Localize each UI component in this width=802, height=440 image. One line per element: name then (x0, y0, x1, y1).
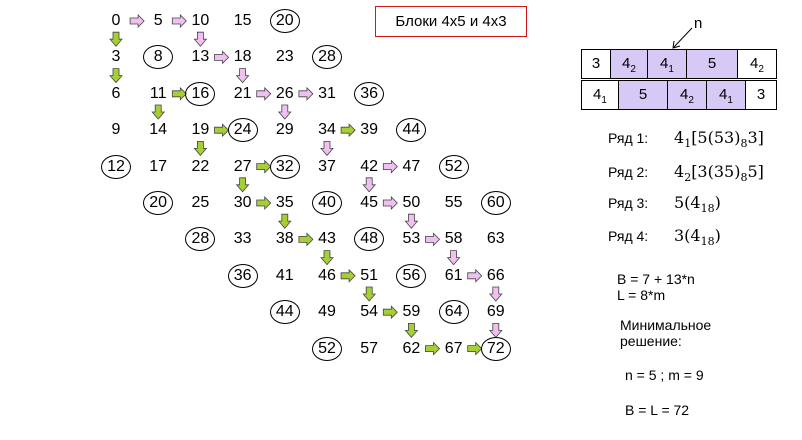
min-solution-label-2: решение: (620, 333, 682, 349)
block-table (582, 49, 782, 111)
block-cell: $4_2$ (737, 49, 777, 79)
block-cell: $4_2$ (610, 49, 648, 79)
block-cell: 3 (745, 80, 777, 110)
grid-number: 62 (402, 339, 421, 357)
block-cell: 5 (618, 80, 668, 110)
grid-number: 57 (360, 339, 379, 357)
grid-number: 63 (486, 230, 505, 248)
circle-mark (270, 9, 300, 33)
circle-mark (101, 155, 131, 179)
grid-number: 28 (318, 48, 336, 66)
grid-number: 32 (275, 157, 294, 175)
circle-mark (185, 82, 215, 106)
grid-number: 24 (233, 121, 252, 139)
circle-mark (228, 118, 258, 142)
block-cell: 3 (581, 49, 611, 79)
circle-mark (481, 337, 511, 361)
grid-number: 33 (233, 230, 252, 248)
grid-number: 72 (486, 339, 505, 357)
row-4-formula: $3(4_{18})$ (674, 226, 721, 249)
grid-number: 10 (191, 12, 210, 29)
grid-number: 41 (275, 266, 294, 284)
grid-number: 64 (444, 303, 463, 321)
grid-number: 0 (111, 12, 121, 29)
grid-number: 37 (318, 157, 336, 175)
grid-number: 60 (486, 194, 505, 211)
grid-number: 67 (444, 339, 463, 357)
grid-number: 52 (318, 339, 336, 357)
grid-number: 26 (275, 84, 294, 102)
grid-number: 54 (360, 303, 379, 321)
solution-values: n = 5 ; m = 9 (625, 367, 704, 383)
grid-number: 14 (149, 121, 168, 139)
grid-number: 28 (191, 230, 210, 248)
circle-mark (270, 155, 300, 179)
block-cell: 5 (686, 49, 738, 79)
block-cell: $4_1$ (647, 49, 687, 79)
circle-mark (439, 155, 469, 179)
grid-number: 53 (402, 230, 421, 248)
grid-number: 40 (318, 194, 336, 211)
grid-number: 15 (233, 12, 252, 29)
grid-number: 47 (402, 157, 421, 175)
row-3-formula: $5(4_{18})$ (674, 193, 721, 216)
grid-number: 27 (233, 157, 252, 175)
grid-number: 56 (402, 266, 421, 284)
circle-mark (481, 191, 511, 215)
grid-number: 5 (153, 12, 163, 29)
grid-number: 66 (486, 266, 505, 284)
grid-number: 19 (191, 121, 210, 139)
grid-number: 69 (486, 303, 505, 321)
grid-number: 52 (444, 157, 463, 175)
grid-number: 35 (275, 194, 294, 211)
grid-number: 9 (111, 121, 121, 139)
grid-number: 46 (318, 266, 336, 284)
result-value: B = L = 72 (625, 402, 690, 418)
grid-number: 17 (149, 157, 168, 175)
block-row-bottom (582, 80, 777, 110)
grid-number: 36 (360, 84, 379, 102)
grid-number: 34 (318, 121, 336, 139)
row-2-label: Ряд 2: (608, 164, 649, 180)
grid-number: 20 (275, 12, 294, 29)
grid-number: 36 (233, 266, 252, 284)
circle-mark (312, 191, 342, 215)
grid-number: 38 (275, 230, 294, 248)
row-4-label: Ряд 4: (608, 228, 649, 244)
grid-number: 43 (318, 230, 336, 248)
circle-mark (143, 191, 173, 215)
block-row-top (582, 49, 777, 79)
grid-number: 55 (444, 194, 463, 211)
grid-number: 22 (191, 157, 210, 175)
circle-mark (270, 300, 300, 324)
block-cell: $4_2$ (667, 80, 707, 110)
grid-number: 44 (402, 121, 421, 139)
row-1-label: Ряд 1: (608, 130, 649, 146)
circle-mark (396, 264, 426, 288)
circle-mark (354, 82, 384, 106)
grid-number: 39 (360, 121, 379, 139)
grid-number: 8 (153, 48, 163, 66)
formula-b: B = 7 + 13*n (617, 271, 695, 287)
row-1-formula: $4_1[5(53)_83]$ (674, 128, 764, 151)
block-cell: $4_1$ (581, 80, 619, 110)
min-solution-label-1: Минимальное (620, 317, 712, 333)
grid-number: 29 (275, 121, 294, 139)
grid-number: 16 (191, 84, 210, 102)
row-3-label: Ряд 3: (608, 195, 649, 211)
grid-number: 11 (149, 84, 167, 102)
circle-mark (228, 264, 258, 288)
grid-number: 49 (318, 303, 336, 321)
pointer-label: n (694, 15, 703, 32)
grid-number: 3 (111, 48, 121, 66)
grid-number: 51 (360, 266, 379, 284)
grid-number: 13 (191, 48, 210, 66)
grid-number: 18 (233, 48, 252, 66)
grid-number: 59 (402, 303, 421, 321)
grid-number: 44 (275, 303, 294, 321)
grid-number: 12 (107, 157, 125, 175)
block-cell: $4_1$ (706, 80, 746, 110)
row-2-formula: $4_2[3(35)_85]$ (674, 162, 764, 185)
grid-number: 61 (444, 266, 463, 284)
grid-number: 25 (191, 194, 210, 211)
grid-number: 48 (360, 230, 379, 248)
grid-number: 30 (233, 194, 252, 211)
grid-number: 50 (402, 194, 421, 211)
grid-number: 21 (233, 84, 252, 102)
circle-mark (439, 300, 469, 324)
grid-number: 20 (149, 194, 168, 211)
circle-mark (312, 337, 342, 361)
grid-number: 58 (444, 230, 463, 248)
grid-number: 45 (360, 194, 379, 211)
grid-number: 42 (360, 157, 379, 175)
formula-l: L = 8*m (617, 287, 666, 303)
grid-number: 6 (111, 84, 121, 102)
title-box: Блоки 4x5 и 4x3 (375, 6, 527, 37)
grid-number: 31 (318, 84, 336, 102)
grid-number: 23 (275, 48, 294, 66)
